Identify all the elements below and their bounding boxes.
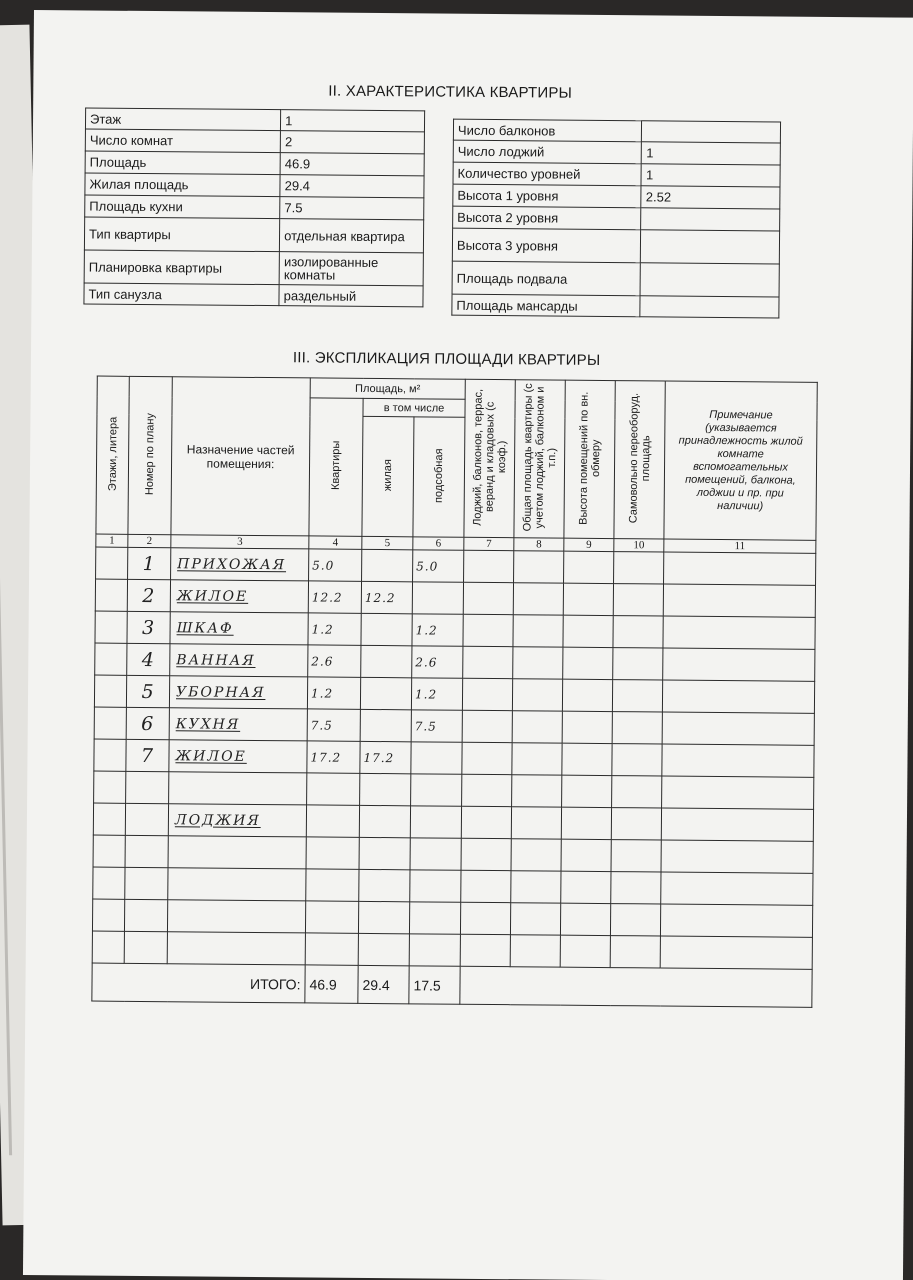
cell-floor xyxy=(95,611,127,643)
cell-apartment-area: 17.2 xyxy=(307,741,360,773)
characteristic-label: Число лоджий xyxy=(453,140,642,164)
cell-auxiliary-area xyxy=(412,582,463,614)
cell-purpose: ЖИЛОЕ xyxy=(170,580,308,613)
cell-floor xyxy=(93,867,125,899)
column-number: 1 xyxy=(96,534,128,547)
cell-unauthorized xyxy=(613,616,663,648)
cell-loggias xyxy=(463,614,513,646)
totals-living: 29.4 xyxy=(358,965,409,1003)
characteristic-label: Площадь подвала xyxy=(452,261,641,296)
cell-loggias xyxy=(462,774,512,806)
cell-auxiliary-area: 2.6 xyxy=(412,646,463,678)
cell-unauthorized xyxy=(614,552,664,584)
cell-unauthorized xyxy=(613,648,663,680)
cell-unauthorized xyxy=(612,744,662,776)
characteristic-row xyxy=(453,184,780,209)
section3-title: III. ЭКСПЛИКАЦИЯ ПЛОЩАДИ КВАРТИРЫ xyxy=(292,349,601,369)
characteristic-label: Площадь xyxy=(85,151,280,175)
characteristic-label: Тип санузла xyxy=(84,283,279,306)
cell-auxiliary-area xyxy=(411,742,462,774)
cell-height xyxy=(563,647,613,679)
characteristic-label: Высота 1 уровня xyxy=(453,184,642,208)
cell-plan-number: 3 xyxy=(127,611,170,643)
cell-unauthorized xyxy=(612,776,662,808)
characteristic-label: Высота 3 уровня xyxy=(452,228,641,263)
characteristic-value xyxy=(640,296,779,318)
cell-note xyxy=(661,840,813,873)
header-auxiliary: подсобная xyxy=(413,417,465,537)
column-number: 10 xyxy=(614,539,664,552)
characteristic-row xyxy=(84,217,423,253)
cell-purpose: ЖИЛОЕ xyxy=(169,740,307,773)
characteristic-row xyxy=(84,250,423,286)
cell-purpose xyxy=(167,932,305,965)
cell-height xyxy=(560,935,610,967)
cell-note xyxy=(663,648,815,681)
cell-loggias xyxy=(461,838,511,870)
cell-apartment-area xyxy=(306,869,359,901)
cell-purpose: УБОРНАЯ xyxy=(169,676,307,709)
cell-apartment-area: 12.2 xyxy=(308,581,361,613)
cell-living-area xyxy=(358,933,409,965)
header-note: Примечание (указывается принадлежность жилой комнате вспомогательных помещений, балкона, лоджии и пр. при наличии) xyxy=(664,381,817,540)
characteristic-value xyxy=(641,208,780,231)
cell-height xyxy=(563,615,613,647)
header-floors: Этажи, литера xyxy=(96,376,129,534)
cell-plan-number xyxy=(126,771,169,803)
characteristic-value xyxy=(642,121,781,143)
cell-height xyxy=(563,583,613,615)
area-explication-table xyxy=(91,376,817,1008)
header-total-area: Общая площадь квартиры (с учетом лоджий, балконом и т.п.) xyxy=(514,380,565,538)
cell-height xyxy=(561,839,611,871)
characteristic-row xyxy=(453,206,780,231)
cell-height xyxy=(561,871,611,903)
cell-note xyxy=(663,584,815,617)
cell-height xyxy=(562,711,612,743)
characteristic-row xyxy=(452,294,779,318)
cell-apartment-area: 1.2 xyxy=(307,677,360,709)
header-unauthorized: Самовольно переоборуд. площадь xyxy=(614,381,665,539)
characteristic-value: раздельный xyxy=(279,285,423,307)
cell-floor xyxy=(94,771,126,803)
cell-total-area xyxy=(510,903,560,935)
cell-living-area xyxy=(360,677,411,709)
cell-plan-number xyxy=(125,835,168,867)
characteristic-row xyxy=(453,162,780,187)
characteristic-label: Высота 2 уровня xyxy=(453,206,642,230)
totals-blank xyxy=(460,966,812,1007)
cell-plan-number: 2 xyxy=(127,579,170,611)
cell-total-area xyxy=(513,583,563,615)
column-number: 6 xyxy=(413,537,464,550)
characteristic-value xyxy=(641,230,780,264)
cell-purpose xyxy=(168,836,306,869)
characteristic-row xyxy=(85,195,424,220)
cell-loggias xyxy=(463,582,513,614)
cell-total-area xyxy=(513,615,563,647)
cell-loggias xyxy=(462,742,512,774)
characteristic-value: 1 xyxy=(281,110,425,132)
cell-floor xyxy=(93,803,125,835)
totals-apartment: 46.9 xyxy=(305,965,358,1003)
cell-loggias xyxy=(460,934,510,966)
cell-floor xyxy=(94,739,126,771)
column-number: 3 xyxy=(171,535,309,549)
cell-total-area xyxy=(510,935,560,967)
cell-note xyxy=(660,936,812,969)
cell-living-area xyxy=(361,613,412,645)
cell-living-area xyxy=(360,773,411,805)
characteristic-value: 2.52 xyxy=(641,186,780,209)
document-page xyxy=(23,10,913,1280)
cell-auxiliary-area xyxy=(411,774,462,806)
cell-loggias xyxy=(463,646,513,678)
column-number: 5 xyxy=(362,536,413,549)
cell-plan-number xyxy=(125,803,168,835)
characteristic-row xyxy=(85,151,424,176)
cell-note xyxy=(664,552,816,585)
cell-plan-number: 5 xyxy=(126,675,169,707)
characteristic-label: Число балконов xyxy=(453,119,642,142)
cell-unauthorized xyxy=(610,936,660,968)
characteristic-row xyxy=(85,129,424,154)
cell-purpose: ШКАФ xyxy=(170,612,308,645)
characteristic-value xyxy=(640,263,779,297)
cell-living-area xyxy=(359,805,410,837)
characteristic-label: Планировка квартиры xyxy=(84,250,279,285)
cell-total-area xyxy=(512,743,562,775)
cell-loggias xyxy=(462,710,512,742)
cell-height xyxy=(562,775,612,807)
header-area-group: Площадь, м² xyxy=(310,378,465,399)
cell-apartment-area: 7.5 xyxy=(307,709,360,741)
cell-floor xyxy=(94,707,126,739)
cell-loggias xyxy=(462,678,512,710)
cell-floor xyxy=(92,931,124,963)
column-number: 11 xyxy=(664,539,816,553)
cell-auxiliary-area xyxy=(410,870,461,902)
cell-total-area xyxy=(512,679,562,711)
characteristic-row xyxy=(452,228,779,264)
cell-unauthorized xyxy=(612,680,662,712)
apartment-characteristics-left xyxy=(83,107,425,307)
cell-total-area xyxy=(512,775,562,807)
cell-floor xyxy=(96,547,128,579)
characteristic-label: Площадь мансарды xyxy=(452,294,641,317)
characteristic-row xyxy=(85,108,424,132)
cell-auxiliary-area xyxy=(410,806,461,838)
cell-plan-number: 7 xyxy=(126,739,169,771)
cell-plan-number xyxy=(124,899,167,931)
cell-note xyxy=(661,872,813,905)
cell-living-area xyxy=(360,709,411,741)
cell-note xyxy=(663,616,815,649)
characteristic-label: Тип квартиры xyxy=(84,217,279,252)
cell-apartment-area xyxy=(306,837,359,869)
cell-note xyxy=(662,776,814,809)
cell-floor xyxy=(93,835,125,867)
cell-auxiliary-area: 1.2 xyxy=(411,678,462,710)
cell-apartment-area: 5.0 xyxy=(309,549,362,581)
cell-plan-number: 1 xyxy=(128,547,171,579)
characteristic-value: 29.4 xyxy=(280,175,424,198)
characteristic-value: изолированные комнаты xyxy=(279,252,423,286)
cell-auxiliary-area: 1.2 xyxy=(412,614,463,646)
cell-auxiliary-area: 7.5 xyxy=(411,710,462,742)
column-number: 9 xyxy=(564,538,614,551)
cell-unauthorized xyxy=(611,840,661,872)
cell-living-area: 12.2 xyxy=(361,581,412,613)
cell-height xyxy=(562,743,612,775)
characteristic-row xyxy=(84,283,423,307)
cell-note xyxy=(662,744,814,777)
header-apartment: Квартиры xyxy=(309,398,363,536)
cell-unauthorized xyxy=(610,904,660,936)
cell-total-area xyxy=(511,839,561,871)
characteristic-label: Площадь кухни xyxy=(85,195,280,219)
characteristic-row xyxy=(453,119,780,143)
characteristic-value: 7.5 xyxy=(280,197,424,220)
cell-height xyxy=(564,551,614,583)
cell-purpose: ПРИХОЖАЯ xyxy=(171,548,309,581)
cell-floor xyxy=(94,675,126,707)
column-number: 2 xyxy=(128,534,171,547)
section2-title: II. ХАРАКТЕРИСТИКА КВАРТИРЫ xyxy=(328,82,573,102)
characteristic-value: 46.9 xyxy=(280,153,424,176)
cell-apartment-area xyxy=(305,901,358,933)
cell-purpose: КУХНЯ xyxy=(169,708,307,741)
cell-total-area xyxy=(511,807,561,839)
totals-auxiliary: 17.5 xyxy=(409,966,460,1004)
cell-loggias xyxy=(460,902,510,934)
cell-living-area xyxy=(359,837,410,869)
cell-loggias xyxy=(461,806,511,838)
characteristic-value: 2 xyxy=(280,131,424,154)
cell-apartment-area: 1.2 xyxy=(308,613,361,645)
cell-floor xyxy=(95,579,127,611)
cell-purpose: ЛОДЖИЯ xyxy=(168,804,306,837)
cell-auxiliary-area: 5.0 xyxy=(413,550,464,582)
cell-living-area xyxy=(361,645,412,677)
cell-living-area: 17.2 xyxy=(360,741,411,773)
cell-total-area xyxy=(513,647,563,679)
characteristic-value: 1 xyxy=(642,142,781,165)
cell-apartment-area xyxy=(306,805,359,837)
cell-unauthorized xyxy=(612,712,662,744)
cell-unauthorized xyxy=(611,808,661,840)
cell-plan-number xyxy=(125,867,168,899)
cell-purpose: ВАННАЯ xyxy=(170,644,308,677)
cell-auxiliary-area xyxy=(409,902,460,934)
characteristic-row xyxy=(85,173,424,198)
characteristic-label: Жилая площадь xyxy=(85,173,280,197)
characteristic-label: Этаж xyxy=(85,108,280,131)
cell-living-area xyxy=(362,549,413,581)
cell-note xyxy=(660,904,812,937)
cell-purpose xyxy=(167,900,305,933)
cell-floor xyxy=(95,643,127,675)
cell-auxiliary-area xyxy=(410,838,461,870)
cell-unauthorized xyxy=(611,872,661,904)
cell-height xyxy=(560,903,610,935)
totals-label: ИТОГО: xyxy=(92,963,305,1003)
characteristic-value: 1 xyxy=(641,164,780,187)
column-number: 4 xyxy=(309,536,362,549)
cell-height xyxy=(561,807,611,839)
column-number: 8 xyxy=(514,538,564,551)
cell-total-area xyxy=(512,711,562,743)
characteristic-row xyxy=(452,261,779,297)
header-plan-number: Номер по плану xyxy=(128,376,172,534)
header-living: жилая xyxy=(362,416,414,536)
characteristic-value: отдельная квартира xyxy=(280,219,424,253)
cell-loggias xyxy=(464,550,514,582)
cell-total-area xyxy=(514,551,564,583)
cell-purpose xyxy=(169,772,307,805)
cell-plan-number: 6 xyxy=(126,707,169,739)
cell-plan-number xyxy=(124,931,167,963)
cell-loggias xyxy=(461,870,511,902)
cell-apartment-area xyxy=(307,773,360,805)
header-including: в том числе xyxy=(363,398,465,417)
cell-living-area xyxy=(359,869,410,901)
characteristic-row xyxy=(453,140,780,165)
cell-note xyxy=(662,712,814,745)
cell-apartment-area xyxy=(305,933,358,965)
characteristic-label: Количество уровней xyxy=(453,162,642,186)
totals-row xyxy=(92,963,812,1007)
cell-unauthorized xyxy=(613,584,663,616)
apartment-characteristics-right xyxy=(451,119,781,319)
cell-total-area xyxy=(511,871,561,903)
cell-auxiliary-area xyxy=(409,934,460,966)
cell-height xyxy=(562,679,612,711)
cell-apartment-area: 2.6 xyxy=(308,645,361,677)
cell-plan-number: 4 xyxy=(127,643,170,675)
header-purpose: Назначение частей помещения: xyxy=(171,377,310,536)
cell-living-area xyxy=(358,901,409,933)
column-number: 7 xyxy=(464,537,514,550)
cell-note xyxy=(662,680,814,713)
cell-floor xyxy=(92,899,124,931)
header-loggias: Лоджий, балконов, террас, веранд и кладовых (с коэф.) xyxy=(464,379,515,537)
header-height: Высота помещений по вн. обмеру xyxy=(564,380,615,538)
cell-purpose xyxy=(168,868,306,901)
cell-note xyxy=(661,808,813,841)
characteristic-label: Число комнат xyxy=(85,129,280,153)
